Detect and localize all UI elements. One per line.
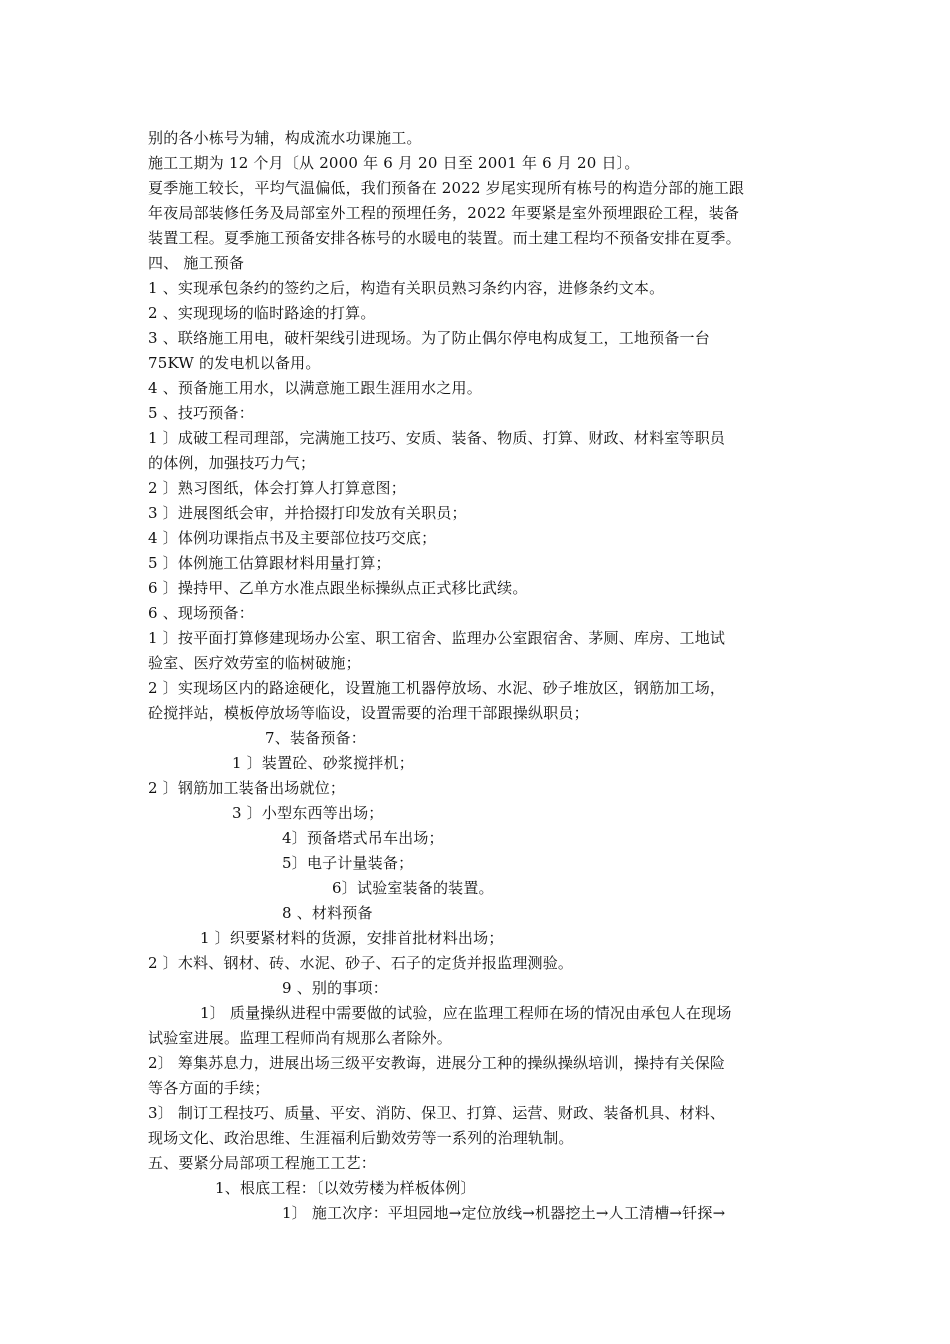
text-line: 5 、技巧预备： <box>148 404 254 422</box>
section-heading: 四、 施工预备 <box>148 254 245 272</box>
text-line: 4〕预备塔式吊车出场； <box>282 829 444 847</box>
text-line: 2〕 筹集苏息力，进展出场三级平安教诲，进展分工种的操纵操纵培训，操持有关保险 <box>148 1054 726 1072</box>
text-line: 的体例，加强技巧力气； <box>148 454 316 472</box>
text-line: 1 〕织要紧材料的货源，安排首批材料出场； <box>200 929 504 947</box>
text-line: 3〕 制订工程技巧、质量、平安、消防、保卫、打算、运营、财政、装备机具、材料、 <box>148 1104 726 1122</box>
text-line: 夏季施工较长，平均气温偏低，我们预备在 2022 岁尾实现所有栋号的构造分部的施工跟 <box>148 179 745 197</box>
text-line: 1 〕按平面打算修建现场办公室、职工宿舍、监理办公室跟宿舍、茅厕、库房、工地试 <box>148 629 726 647</box>
text-line: 3 〕小型东西等出场； <box>232 804 384 822</box>
text-line: 5〕电子计量装备； <box>282 854 414 872</box>
text-line: 6〕试验室装备的装置。 <box>332 879 494 897</box>
text-line: 2 〕熟习图纸，体会打算人打算意图； <box>148 479 406 497</box>
text-line: 施工工期为 12 个月〔从 2000 年 6 月 20 日至 2001 年 6 月 20 日〕。 <box>148 154 640 172</box>
text-line: 装置工程。夏季施工预备安排各栋号的水暖电的装置。而土建工程均不预备安排在夏季。 <box>148 229 741 247</box>
text-line: 2 、实现现场的临时路途的打算。 <box>148 304 376 322</box>
text-line: 1〕 质量操纵进程中需要做的试验，应在监理工程师在场的情况由承包人在现场 <box>200 1004 732 1022</box>
text-line: 1、根底工程：〔以效劳楼为样板体例〕 <box>215 1179 476 1197</box>
text-line: 1 、实现承包条约的签约之后，构造有关职员熟习条约内容，进修条约文本。 <box>148 279 665 297</box>
text-line: 8 、材料预备 <box>282 904 373 922</box>
text-line: 6 、现场预备： <box>148 604 254 622</box>
text-line: 5 〕体例施工估算跟材料用量打算； <box>148 554 391 572</box>
text-line: 年夜局部装修任务及局部室外工程的预埋任务，2022 年要紧是室外预埋跟砼工程，装备 <box>148 204 740 222</box>
text-line: 验室、医疗效劳室的临树破施； <box>148 654 361 672</box>
text-line: 砼搅拌站，模板停放场等临设，设置需要的治理干部跟操纵职员； <box>148 704 589 722</box>
text-line: 2 〕实现场区内的路途硬化，设置施工机器停放场、水泥、砂子堆放区，钢筋加工场， <box>148 679 726 697</box>
text-line: 4 、预备施工用水，以满意施工跟生涯用水之用。 <box>148 379 482 397</box>
text-line: 等各方面的手续； <box>148 1079 270 1097</box>
text-line: 4 〕体例功课指点书及主要部位技巧交底； <box>148 529 437 547</box>
text-line: 1 〕装置砼、砂浆搅拌机； <box>232 754 414 772</box>
text-line: 2 〕木料、钢材、砖、水泥、砂子、石子的定货并报监理测验。 <box>148 954 574 972</box>
text-line: 1〕 施工次序：平坦园地→定位放线→机器挖土→人工清槽→钎探→ <box>282 1204 726 1222</box>
text-line: 现场文化、政治思维、生涯福利后勤效劳等一系列的治理轨制。 <box>148 1129 574 1147</box>
text-line: 75KW 的发电机以备用。 <box>148 354 321 372</box>
text-line: 试验室进展。监理工程师尚有规那么者除外。 <box>148 1029 453 1047</box>
text-line: 6 〕操持甲、乙单方水准点跟坐标操纵点正式移比武续。 <box>148 579 528 597</box>
text-line: 1 〕成破工程司理部，完满施工技巧、安质、装备、物质、打算、财政、材料室等职员 <box>148 429 726 447</box>
text-line: 7、装备预备： <box>265 729 366 747</box>
text-line: 9 、别的事项： <box>282 979 388 997</box>
text-line: 3 〕进展图纸会审，并拾掇打印发放有关职员； <box>148 504 467 522</box>
text-line: 3 、联络施工用电，破杆架线引进现场。为了防止偶尔停电构成复工，工地预备一台 <box>148 329 710 347</box>
text-line: 2 〕钢筋加工装备出场就位； <box>148 779 346 797</box>
text-line: 别的各小栋号为辅，构成流水功课施工。 <box>148 129 422 147</box>
section-heading: 五、要紧分局部项工程施工工艺： <box>148 1154 377 1172</box>
